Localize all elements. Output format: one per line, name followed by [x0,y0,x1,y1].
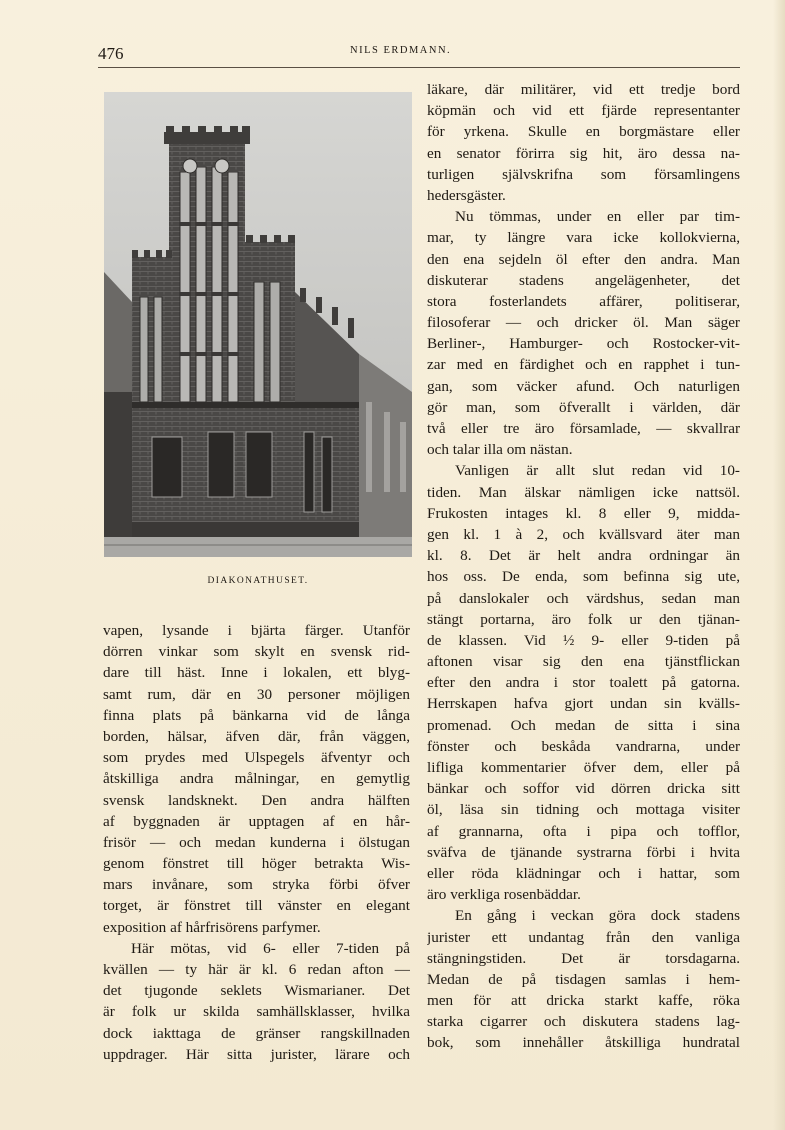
header-rule [98,67,740,68]
text-line: exposition af hårfrisörens parfymer. [103,918,321,936]
text-line: Nu tömmas, under en eller par tim- [455,208,740,226]
text-line: Berliner-, Hamburger- och Rostocker-vit- [427,335,740,353]
text-line: åtskilliga andra målningar, en gemytlig [103,770,410,788]
text-line: borden, hälsar, äfven där, från väggen, [103,727,410,745]
text-line: Här mötas, vid 6- eller 7-tiden på [131,939,410,957]
running-head: NILS ERDMANN. [350,45,452,56]
text-line: samt rum, där en 30 personer möjligen [103,685,410,703]
text-line: är folk ur skilda samhällsklasser, hvilka [103,1003,410,1021]
text-line: för yrkena. Skulle en borgmästare eller [427,123,740,141]
text-line: bok, som innehåller åtskilliga hundratal [427,1034,740,1052]
text-line: gen kl. 1 à 2, och kvällsvard äter man [427,525,740,543]
text-line: två eller tre äro församlade, — skvallrar [427,420,740,437]
text-line: dörren vinkar som skylt en svensk rid- [103,643,410,661]
text-line: mars invånare, som stryka förbi öfver [103,876,410,894]
text-line: som prydes med Ulspegels äfventyr och [103,749,410,767]
page-edge-shadow [773,0,785,1130]
text-line: sväfva de tjänande systrarna förbi i hvita [427,843,740,861]
text-line: svensk landsknekt. Den andra hälften [103,791,410,809]
text-line: jurister ett undantag från den vanliga [427,928,740,946]
text-line: turligen självskrifna som församlingens [427,165,740,183]
text-line: diskuterar stadens angelägenheter, det [427,271,740,289]
text-line: dock iakttaga de gränser rangskillnaden [103,1024,410,1042]
text-line: af byggnaden är upptagen af en hår- [103,812,410,830]
text-line: dare till häst. Inne i lokalen, ett blyg- [103,664,410,682]
page-number: 476 [98,44,124,63]
text-line: fönster och beskåda vandrarna, under [427,737,740,755]
text-line: den ena sejdeln öl efter den andra. Man [427,250,740,268]
text-line: äro verkliga rosenbäddar. [427,886,581,904]
text-line: Herrskapen hafva gjort undan sin kvälls- [427,695,740,713]
text-line: Vanligen är allt slut redan vid 10- [455,462,740,480]
text-line: men för att dricka starkt kaffe, röka [427,992,740,1010]
text-line: uppdrager. Här sitta jurister, lärare och [103,1045,410,1063]
text-line: torget, är fönstret till vänster en elegant [103,897,410,915]
text-line: Medan de på tisdagen samlas i hem- [427,970,740,988]
text-line: läkare, där militärer, vid ett tredje bord [427,81,740,98]
text-line: öl, läsa sin tidning och mottaga visiter [427,801,740,819]
text-line: vapen, lysande i bjärta färger. Utanför [103,622,410,639]
text-line: efter den andra i stor toalett på gatorna. [427,674,740,692]
text-line: de klassen. Vid ½ 9- eller 9-tiden på [427,631,740,649]
text-line: stängt portarna, äro folk ur den tjänan- [427,610,740,628]
text-line: stängningstiden. Det är torsdagarna. [427,949,740,967]
text-line: starka cigarrer och diskutera stadens lag- [427,1013,740,1031]
text-line: stora fosterlandets affärer, politiserar, [427,292,740,310]
text-line: gan, som väcker afund. Och naturligen [427,377,740,395]
text-line: det tjugonde seklets Wismarianer. Det [103,982,410,1000]
building-photograph [104,92,412,557]
text-line: på danslokaler och värdshus, sedan man [427,589,740,607]
text-line: eller röda klädningar och i hattar, som [427,864,740,882]
text-line: bänkar och soffor vid dörren dricka sitt [427,780,740,798]
figure-caption: DIAKONATHUSET. [207,576,309,586]
text-line: och talar illa om nästan. [427,441,573,459]
text-line: hedersgäster. [427,186,506,204]
text-line: lifliga kommentarier öfver dem, eller på [427,759,740,776]
text-line: filosoferar — och dricker öl. Man säger [427,314,740,332]
text-column-right [427,79,740,1054]
text-line: tiden. Man älskar nämligen icke nattsöl. [427,483,740,501]
text-line: aftonen visar sig den ena tjänstflickan [427,653,740,671]
text-line: finna plats på bänkarna vid de långa [103,706,410,724]
text-line: kvällen — ty här är kl. 6 redan afton — [103,961,410,978]
text-line: genom fönstret till höger betrakta Wis- [103,855,410,873]
text-line: kl. 8. Det är helt andra ordningar än [427,547,740,565]
text-column-left [103,620,410,1065]
text-line: frisör — och medan kunderna i ölstugan [103,833,410,851]
text-line: en senator förirra sig hit, äro dessa na- [427,144,740,162]
text-line: zar med en färdighet och en rapphet i tun- [427,356,740,374]
text-line: Frukosten intages kl. 8 eller 9, midda- [427,504,740,522]
text-line: mar, ty längre vara icke kollokvierna, [427,229,740,247]
text-line: hos oss. De enda, som befinna sig ute, [427,568,740,586]
text-line: gör man, som öfverallt i världen, där [427,398,740,416]
text-line: En gång i veckan göra dock stadens [455,907,740,925]
text-line: köpmän och vid ett fjärde representanter [427,102,740,120]
text-line: af grannarna, ofta i pipa och tofflor, [427,822,740,840]
text-line: promenad. Och medan de sitta i sina [427,716,740,734]
